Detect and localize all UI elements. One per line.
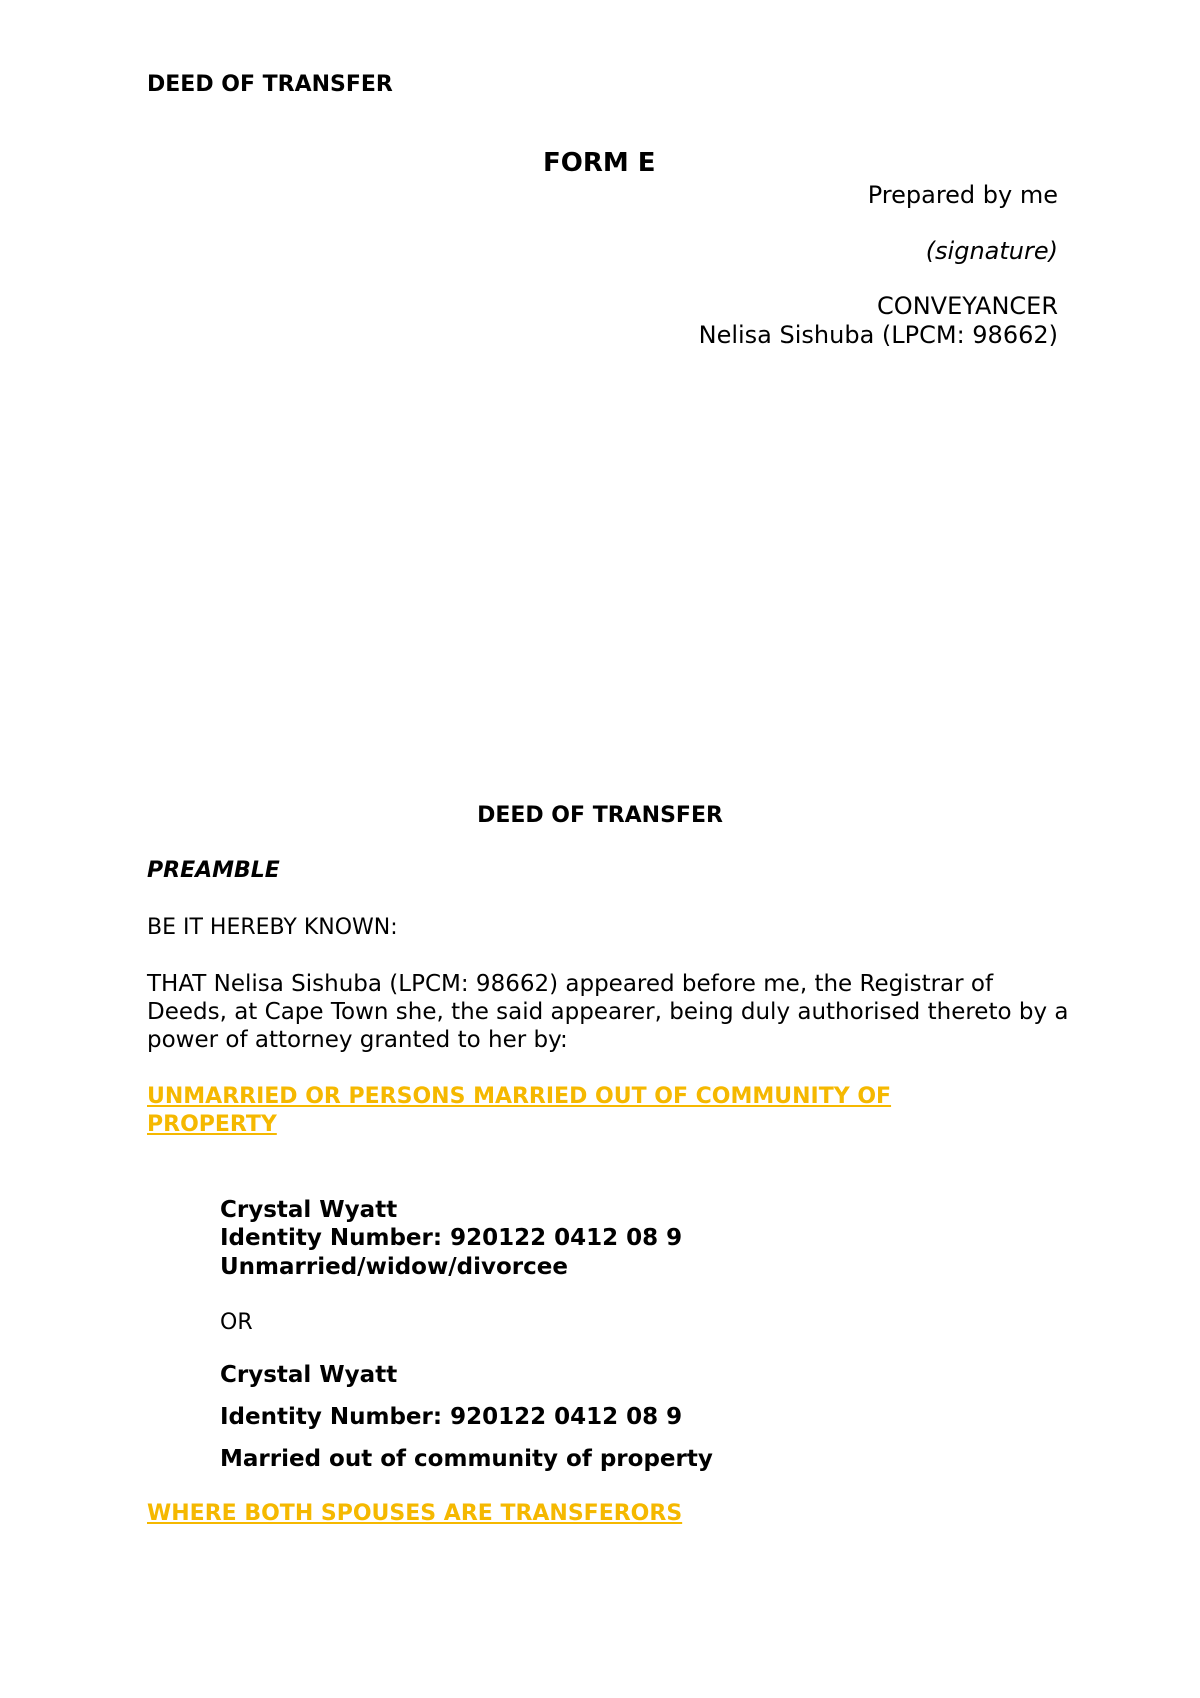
prepared-by-text: Prepared by me [867,181,1058,209]
conveyancer-name: Nelisa Sishuba (LPCM: 98662) [698,321,1058,349]
spouses-heading: WHERE BOTH SPOUSES ARE TRANSFERORS [147,1501,683,1526]
party-2-status: Married out of community of property [220,1446,713,1472]
party-1-status: Unmarried/widow/divorcee [220,1254,568,1280]
party-1-name: Crystal Wyatt [220,1197,398,1223]
party-2-name: Crystal Wyatt [220,1362,398,1388]
preamble-label: PREAMBLE [147,858,280,883]
signature-placeholder: (signature) [925,237,1058,265]
deed-heading: DEED OF TRANSFER [477,803,723,828]
form-title: FORM E [543,148,656,178]
appearance-paragraph: THAT Nelisa Sishuba (LPCM: 98662) appeared before me, the Registrar of Deeds, at Cape Town she, the said appearer, being duly authorised thereto by a power of attorney granted to her by: [147,971,1069,1053]
unmarried-heading: UNMARRIED OR PERSONS MARRIED OUT OF COMMUNITY OF PROPERTY [147,1084,892,1137]
known-text: BE IT HEREBY KNOWN: [147,915,398,940]
header-title: DEED OF TRANSFER [147,72,393,97]
party-1-identity: Identity Number: 920122 0412 08 9 [220,1225,683,1251]
conveyancer-label: CONVEYANCER [877,292,1058,320]
or-separator: OR [220,1310,253,1335]
party-2-identity: Identity Number: 920122 0412 08 9 [220,1404,683,1430]
